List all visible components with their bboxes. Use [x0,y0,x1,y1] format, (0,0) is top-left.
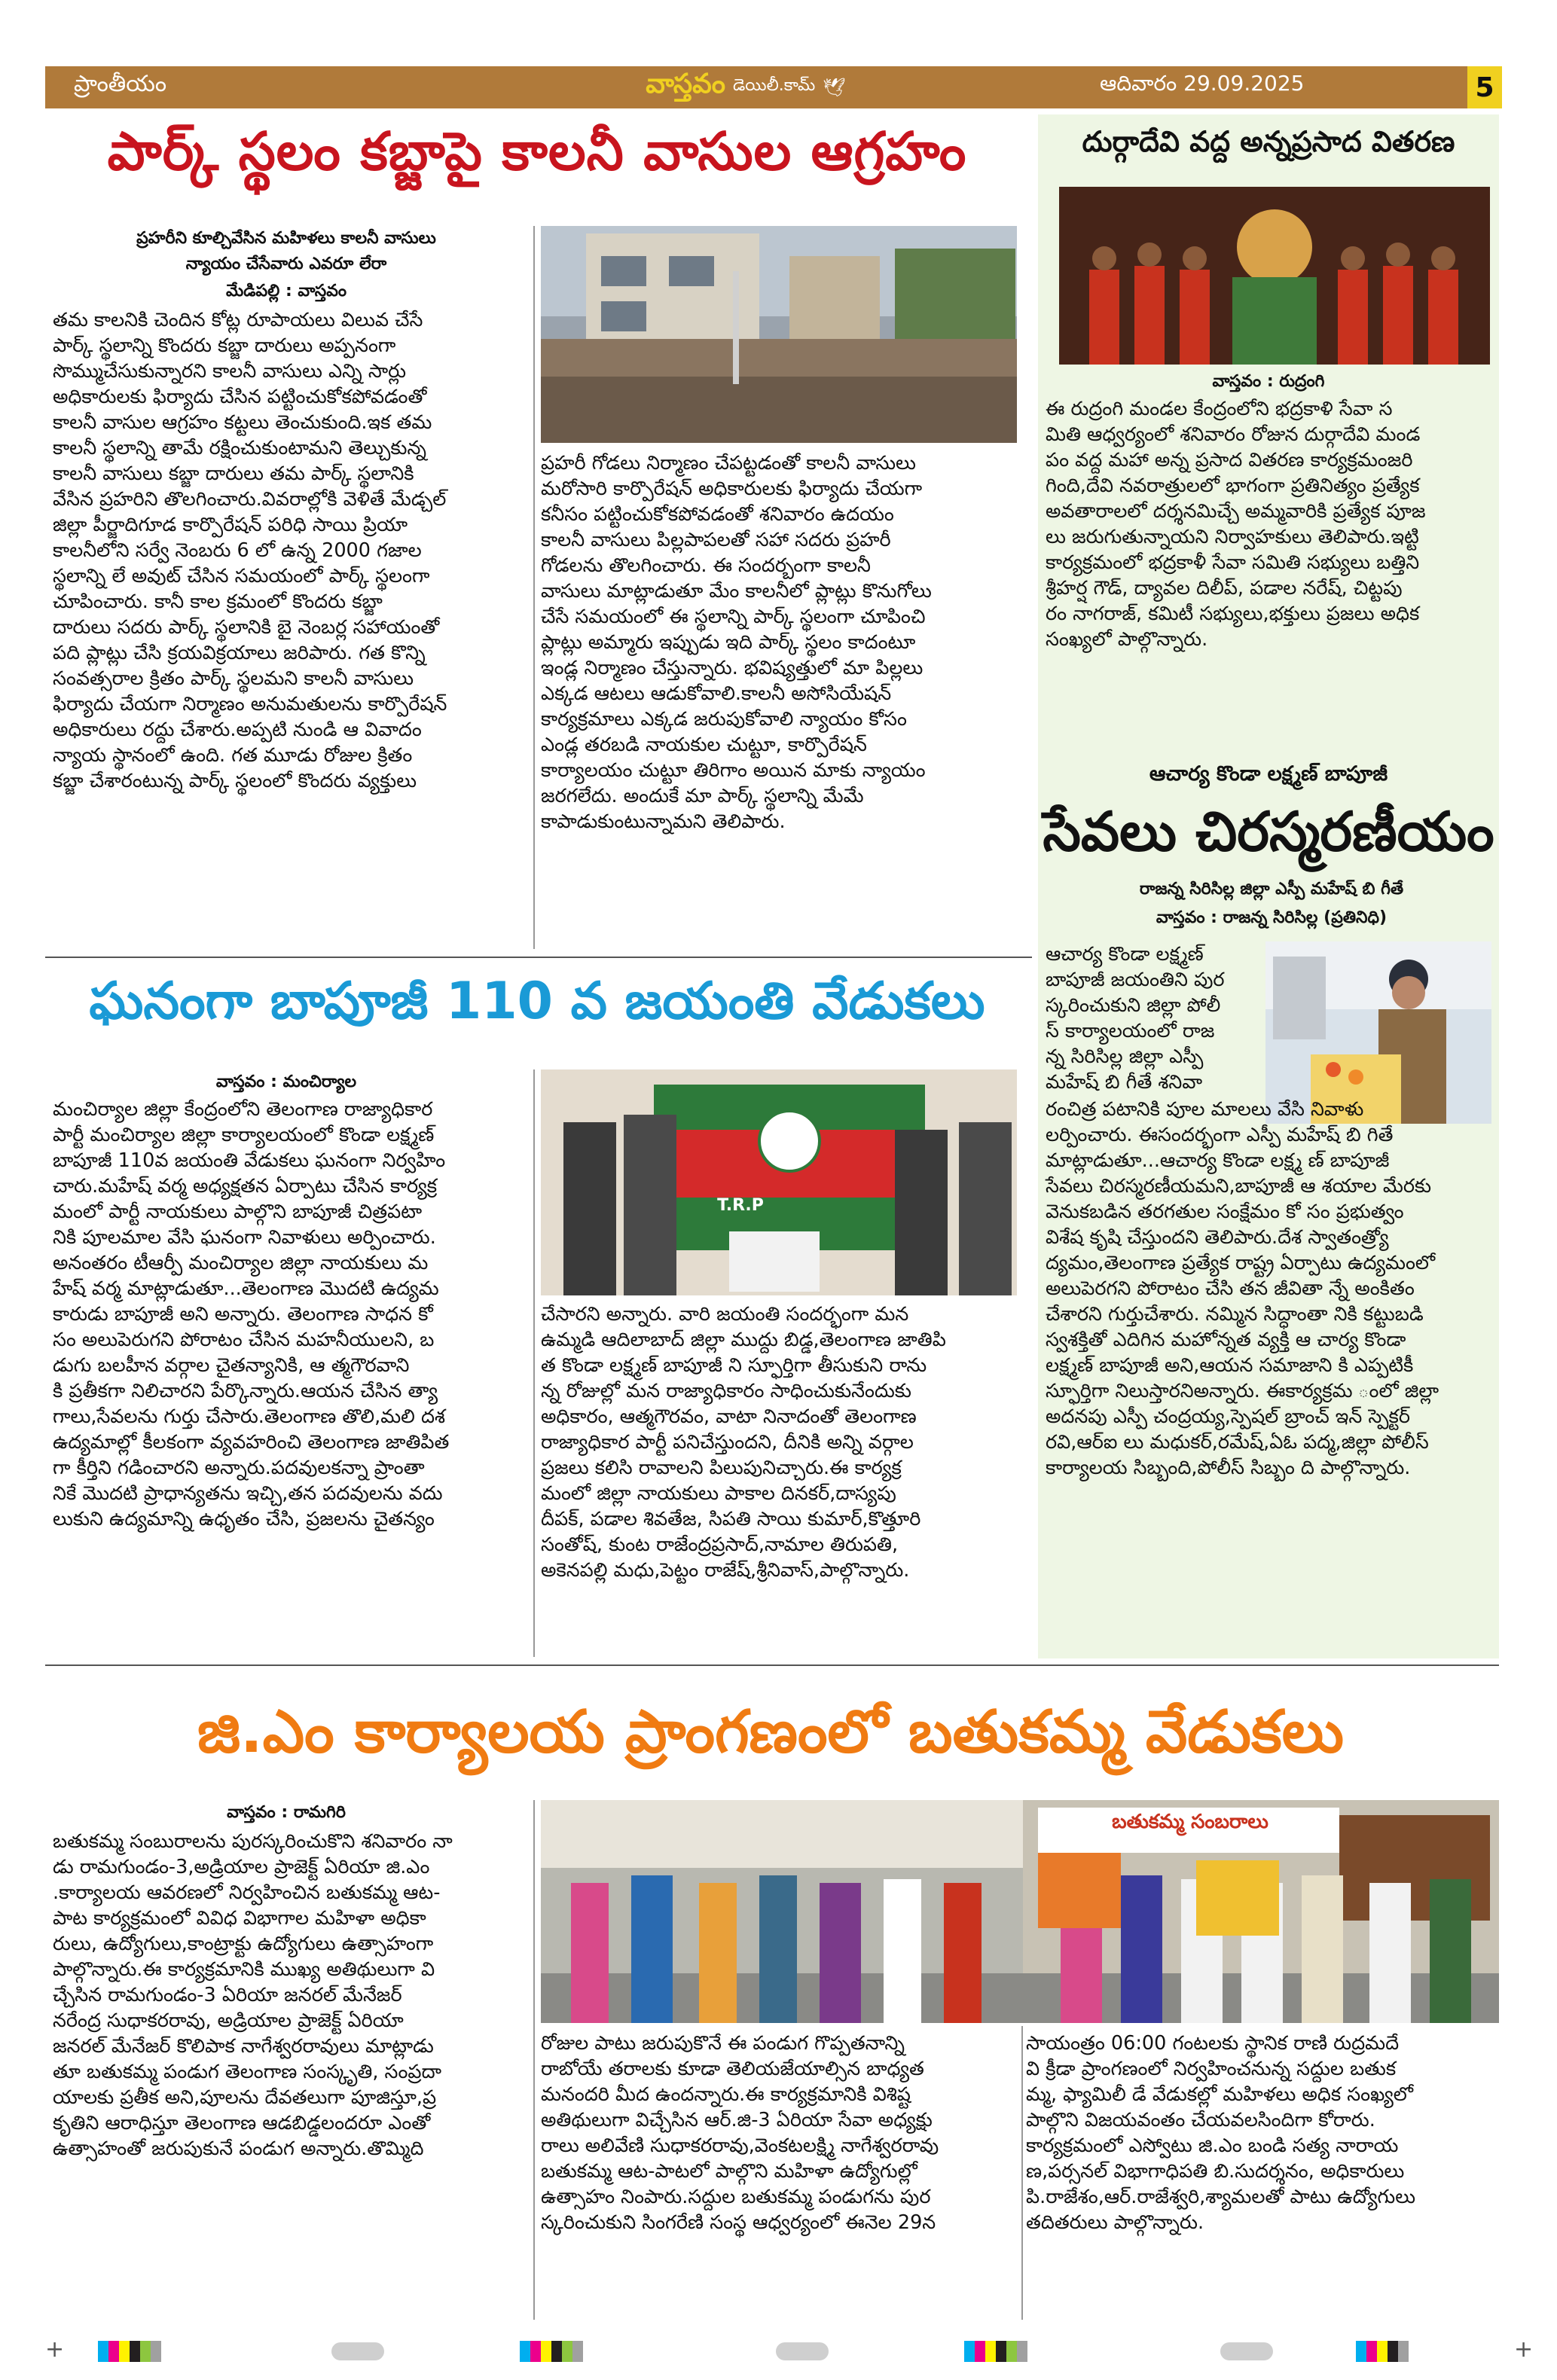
color-bar [98,2341,161,2362]
column-divider [1021,2026,1023,2320]
article2-dateline: వాస్తవం : మంచిర్యాల [215,1073,357,1091]
color-bar [520,2341,583,2362]
article1-dateline: మేడిపల్లి : వాస్తవం [225,282,347,301]
article2-column1: మంచిర్యాల జిల్లా కేంద్రంలోని తెలంగాణ రాజ్యాధికార పార్టీ మంచిర్యాల జిల్లా కార్యాలయంలో కొండా లక్ష్మణ్ బాపూజీ 110వ జయంతి వేడుకలు ఘనంగా నిర్వహిం చారు.మహేష్ వర్మ అధ్యక్షతన ఏర్పాటు చేసిన కార్యక్ర మంలో పార్టీ నాయకులు పాల్గొని బాపూజీ చిత్రపటా నికి పూలమాల వేసి ఘనంగా నివాళులు అర్పించారు. అనంతరం టీఆర్పీ మంచిర్యాల జిల్లా నాయకులు మ హేష్ వర్మ మాట్లాడుతూ...తెలంగాణ మొదటి ఉద్యమ కారుడు బాపూజీ అని అన్నారు. తెలంగాణ సాధన కో సం అలుపెరుగని పోరాటం చేసిన మహనీయులని, బ డుగు బలహీన వర్గాల చైతన్యానికి, ఆ త్మగౌరవాని కి ప్రతీకగా నిలిచారని పేర్కొన్నారు.ఆయన చేసిన త్యా గాలు,సేవలను గుర్తు చేసారు.తెలంగాణ తొలి,మలి దశ ఉద్యమాల్లో కీలకంగా వ్యవహరించి తెలంగాణ జాతిపిత గా కీర్తిని గడించారని అన్నారు.పదవులకన్నా ప్రాంతా నికే మొదటి ప్రాధాన్యతను ఇచ్చి,తన పదవులను వదు లుకుని ఉద్యమాన్ని ఉధృతం చేసి, ప్రజలను చైతన్యం [53,1098,450,1530]
article5-photo [541,1800,1499,2023]
article2-headline: ఘనంగా బాపూజీ 110 వ జయంతి వేడుకలు [89,972,985,1031]
article5-dateline: వాస్తవం : రామగిరి [227,1803,346,1822]
section-divider [45,957,1032,958]
page-number: 5 [1467,66,1502,108]
party-banner-text: T.R.P [717,1196,764,1215]
article2-photo [541,1069,1017,1295]
newspaper-logo: వాస్తవం [646,69,725,99]
article4-dateline: వాస్తవం : రాజన్న సిరిసిల్ల (ప్రతినిధి) [1156,908,1388,927]
article5-column3: సాయంత్రం 06:00 గంటలకు స్థానిక రాణి రుద్రమదే వి క్రీడా ప్రాంగణంలో నిర్వహించనున్న సద్దుల బతుక మ్మ, ఫ్యామిలీ డే వేడుకల్లో మహిళలు అధిక సంఖ్యలో పాల్గొని విజయవంతం చేయవలసిందిగా కోరారు. కార్యక్రమంలో ఎస్వోటు జి.ఎం బండి సత్య నారాయ ణ,పర్సనల్ విభాగాధిపతి బి.సుదర్శనం, అధికారులు పి.రాజేశం,ఆర్.రాజేశ్వరి,శ్యామలతో పాటు ఉద్యోగులు తదితరులు పాల్గొన్నారు. [1026,2032,1416,2234]
website-label: డెయిలీ.కామ్ [733,76,816,95]
registration-mark-icon: + [1514,2336,1534,2363]
article4-body-narrow: ఆచార్య కొండా లక్ష్మణ్ బాపూజీ జయంతిని పుర స్కరించుకుని జిల్లా పోలీ స్ కార్యాలయంలో రాజ న్న సిరిసిల్ల జిల్లా ఎస్పీ మహేష్ బి గీతే శనివా [1046,943,1225,1094]
article4-kicker: ఆచార్య కొండా లక్ష్మణ్ బాపూజీ [1149,762,1388,786]
color-bar [1356,2341,1409,2362]
article1-photo [541,226,1017,443]
column-divider [533,1069,535,1657]
article3-photo [1059,187,1490,365]
registration-pill [776,2342,829,2360]
article4-subhead: రాజన్న సిరిసిల్ల జిల్లా ఎస్పీ మహేష్ బి గీతే [1139,880,1404,899]
article4-body: రంచిత్ర పటానికి పూల మాలలు వేసి నివాళు లర్పించారు. ఈసందర్భంగా ఎస్పీ మహేష్ బి గితే మాట్లాడుతూ...ఆచార్య కొండా లక్ష్మ ణ్ బాపూజీ సేవలు చిరస్మరణీయమని,బాపూజీ ఆ శయాల మేరకు వెనుకబడిన తరగతుల సంక్షేమం కో సం ప్రభుత్వం విశేష కృషి చేస్తుందని తెలిపారు.దేశ స్వాతంత్ర్యో ద్యమం,తెలంగాణ ప్రత్యేక రాష్ట్ర ఏర్పాటు ఉద్యమంలో అలుపెరగని పోరాటం చేసి తన జీవితా న్నే అంకితం చేశారని గుర్తుచేశారు. నమ్మిన సిద్ధాంతా నికి కట్టుబడి స్వశక్తితో ఎదిగిన మహోన్నత వ్యక్తి ఆ చార్య కొండా లక్ష్మణ్ బాపూజీ అని,ఆయన సమాజాని కి ఎప్పటికీ స్ఫూర్తిగా నిలుస్తారనిఅన్నారు. ఈకార్యక్రమ ంలో జిల్లా అదనపు ఎస్పీ చంద్రయ్య,స్పెషల్ బ్రాంచ్ ఇన్ స్పెక్టర్ రవి,ఆర్ఐ లు మధుకర్,రమేష్,ఏఓ పద్మ,జిల్లా పోలీస్ కార్యాలయ సిబ్బంది,పోలీస్ సిబ్బం ది పాల్గొన్నారు. [1046,1098,1439,1479]
article3-dateline: వాస్తవం : రుద్రంగి [1212,372,1325,391]
article3-headline: దుర్గాదేవి వద్ద అన్నప్రసాద వితరణ [1082,125,1455,158]
bird-icon: 🕊 [823,77,846,98]
article1-headline: పార్క్ స్థలం కబ్జాపై కాలనీ వాసుల ఆగ్రహం [107,121,967,182]
section-divider [45,1664,1499,1666]
article5-headline: జి.ఎం కార్యాలయ ప్రాంగణంలో బతుకమ్మ వేడుకలు [197,1698,1345,1766]
registration-mark-icon: + [45,2336,65,2363]
masthead-brand [603,66,889,108]
article5-column1: బతుకమ్మ సంబురాలను పురస్కరించుకొని శనివారం నా డు రామగుండం-3,అడ్రియాల ప్రాజెక్ట్ ఏరియా జి.ఎం .కార్యాలయ ఆవరణలో నిర్వహించిన బతుకమ్మ ఆట- పాట కార్యక్రమంలో వివిధ విభాగాల మహిళా అధికా రులు, ఉద్యోగులు,కాంట్రాక్టు ఉద్యోగులు ఉత్సాహంగా పాల్గొన్నారు.ఈ కార్యక్రమానికి ముఖ్య అతిథులుగా వి చ్చేసిన రామగుండం-3 ఏరియా జనరల్ మేనేజర్ నరేంద్ర సుధాకరరావు, అడ్రియాల ప్రాజెక్ట్ ఏరియా జనరల్ మేనేజర్ కొలిపాక నాగేశ్వరరావులు మాట్లాడు తూ బతుకమ్మ పండుగ తెలంగాణ సంస్కృతి, సంప్రదా యాలకు ప్రతీక అని,పూలను దేవతలుగా పూజిస్తూ,ప్ర కృతిని ఆరాధిస్తూ తెలంగాణ ఆడబిడ్డలందరూ ఎంతో ఉత్సాహంతో జరుపుకునే పండుగ అన్నారు.తొమ్మిది [53,1830,453,2160]
column-divider [533,1800,535,2320]
issue-date: ఆదివారం 29.09.2025 [1100,71,1305,96]
article1-column2: ప్రహరీ గోడలు నిర్మాణం చేపట్టడంతో కాలనీ వాసులు మరోసారి కార్పొరేషన్ అధికారులకు ఫిర్యాదు చేయగా కనీసం పట్టించుకోకపోవడంతో శనివారం ఉదయం కాలనీ వాసులు పిల్లపాపలతో సహా సదరు ప్రహరీ గోడలను తొలగించారు. ఈ సందర్బంగా కాలనీ వాసులు మాట్లాడుతూ మేం కాలనీలో ప్లాట్లు కొనుగోలు చేసే సమయంలో ఈ స్థలాన్ని పార్క్ స్థలంగా చూపించి ప్లాట్లు అమ్మారు ఇప్పుడు ఇది పార్క్ స్థలం కాదంటూ ఇండ్ల నిర్మాణం చేస్తున్నారు. భవిష్యత్తులో మా పిల్లలు ఎక్కడ ఆటలు ఆడుకోవాలి.కాలనీ అసోసియేషన్ కార్యక్రమాలు ఎక్కడ జరుపుకోవాలి న్యాయం కోసం ఎండ్ల తరబడి నాయకుల చుట్టూ, కార్పొరేషన్ కార్యాలయం చుట్టూ తిరిగాం అయిన మాకు న్యాయం జరగలేదు. అందుకే మా పార్క్ స్థలాన్ని మేమే కాపాడుకుంటున్నామని తెలిపారు. [541,452,932,833]
article5-column2: రోజుల పాటు జరుపుకొనే ఈ పండుగ గొప్పతనాన్ని రాబోయే తరాలకు కూడా తెలియజేయాల్సిన బాధ్యత మనందరి మీద ఉందన్నారు.ఈ కార్యక్రమానికి విశిష్ట అతిథులుగా విచ్చేసిన ఆర్.జి-3 ఏరియా సేవా అధ్యక్షు రాలు అలివేణి సుధాకరరావు,వెంకటలక్ష్మి నాగేశ్వరరావు బతుకమ్మ ఆట-పాటలో పాల్గొని మహిళా ఉద్యోగుల్లో ఉత్సాహం నింపారు.సద్దుల బతుకమ్మ పండుగను పుర స్కరించుకుని సింగరేణి సంస్థ ఆధ్వర్యంలో ఈనెల 29న [541,2032,939,2234]
registration-pill [1220,2342,1273,2360]
article4-headline: సేవలు చిరస్మరణీయం [1043,800,1494,863]
registration-pill [331,2342,384,2360]
article1-column1: తమ కాలనికి చెందిన కోట్ల రూపాయలు విలువ చేసే పార్క్ స్థలాన్ని కొందరు కబ్జా దారులు అప్పనంగా సొమ్ముచేసుకున్నారని కాలనీ వాసులు ఎన్ని సార్లు అధికారులకు ఫిర్యాదు చేసిన పట్టించుకోకపోవడంతో కాలనీ వాసుల ఆగ్రహం కట్టలు తెంచుకుంది.ఇక తమ కాలనీ స్థలాన్ని తామే రక్షించుకుంటామని తెల్చుకున్న కాలనీ వాసులు కబ్జా దారులు తమ పార్క్ స్థలానికి వేసిన ప్రహరిని తొలగించారు.వివరాల్లోకి వెళితే మేడ్చల్ జిల్లా పీర్జాదిగూడ కార్పొరేషన్ పరిధి సాయి ప్రియా కాలనీలోని సర్వే నెంబరు 6 లో ఉన్న 2000 గజాల స్థలాన్ని లే అవుట్ చేసిన సమయంలో పార్క్ స్థలంగా చూపించారు. కానీ కాల క్రమంలో కొందరు కబ్జా దారులు సదరు పార్క్ స్థలానికి బై నెంబర్ల సహాయంతో పది ప్లాట్లు చేసి క్రయవిక్రయాలు జరిపారు. గత కొన్ని సంవత్సరాల క్రితం పార్క్ స్థలమని కాలనీ వాసులు ఫిర్యాదు చేయగా నిర్మాణం అనుమతులను కార్పొరేషన్ అధికారులు రద్దు చేశారు.అప్పటి నుండి ఆ వివాదం న్యాయ స్థానంలో ఉంది. గత మూడు రోజుల క్రితం కబ్జా చేశారంటున్న పార్క్ స్థలంలో కొందరు వ్యక్తులు [53,309,447,792]
column-divider [533,226,535,949]
color-bar [964,2341,1027,2362]
section-label: ప్రాంతీయం [74,71,167,97]
article1-subhead: ప్రహరీని కూల్చివేసిన మహిళలు కాలనీ వాసులు న్యాయం చేసేవారు ఎవరూ లేరా [136,229,436,273]
bathukamma-banner-text: బతుకమ్మ సంబరాలు [1112,1811,1268,1833]
article3-body: ఈ రుద్రంగి మండల కేంద్రంలోని భద్రకాళి సేవా స మితి ఆధ్వర్యంలో శనివారం రోజున దుర్గాదేవి మండ పం వద్ద మహా అన్న ప్రసాద వితరణ కార్యక్రమంజరి గింది,దేవి నవరాత్రులలో భాగంగా ప్రతినిత్యం ప్రత్యేక అవతారాలలో దర్శనమిచ్చే అమ్మవారికి ప్రత్యేక పూజ లు జరుగుతున్నాయని నిర్వాహకులు తెలిపారు.ఇట్టి కార్యక్రమంలో భద్రకాళీ సేవా సమితి సభ్యులు బత్తిని శ్రీహర్ష గౌడ్, ద్యావల దిలీప్, పడాల నరేష్, చిట్టపు రం నాగరాజ్, కమిటీ సభ్యులు,భక్తులు ప్రజలు అధిక సంఖ్యలో పాల్గొన్నారు. [1046,398,1426,651]
article2-column2: చేసారని అన్నారు. వారి జయంతి సందర్భంగా మన ఉమ్మడి ఆదిలాబాద్ జిల్లా ముద్దు బిడ్డ,తెలంగాణ జాతిపి త కొండా లక్ష్మణ్ బాపూజీ ని స్ఫూర్తిగా తీసుకుని రాను న్న రోజుల్లో మన రాజ్యాధికారం సాధించుకునేందుకు అధికారం, ఆత్మగౌరవం, వాటా నినాదంతో తెలంగాణ రాజ్యాధికార పార్టీ పనిచేస్తుందని, దీనికి అన్ని వర్గాల ప్రజలు కలిసి రావాలని పిలుపునిచ్చారు.ఈ కార్యక్ర మంలో జిల్లా నాయకులు పాకాల దినకర్,దాస్యపు దీపక్, పడాల శివతేజ, సిపతి సాయి కుమార్,కొత్తూరి సంతోష్, కుంట రాజేంద్రప్రసాద్,నామాల తిరుపతి, అకెనపల్లి మధు,పెట్టం రాజేష్,శ్రీనివాస్,పాల్గొన్నారు. [541,1303,946,1582]
